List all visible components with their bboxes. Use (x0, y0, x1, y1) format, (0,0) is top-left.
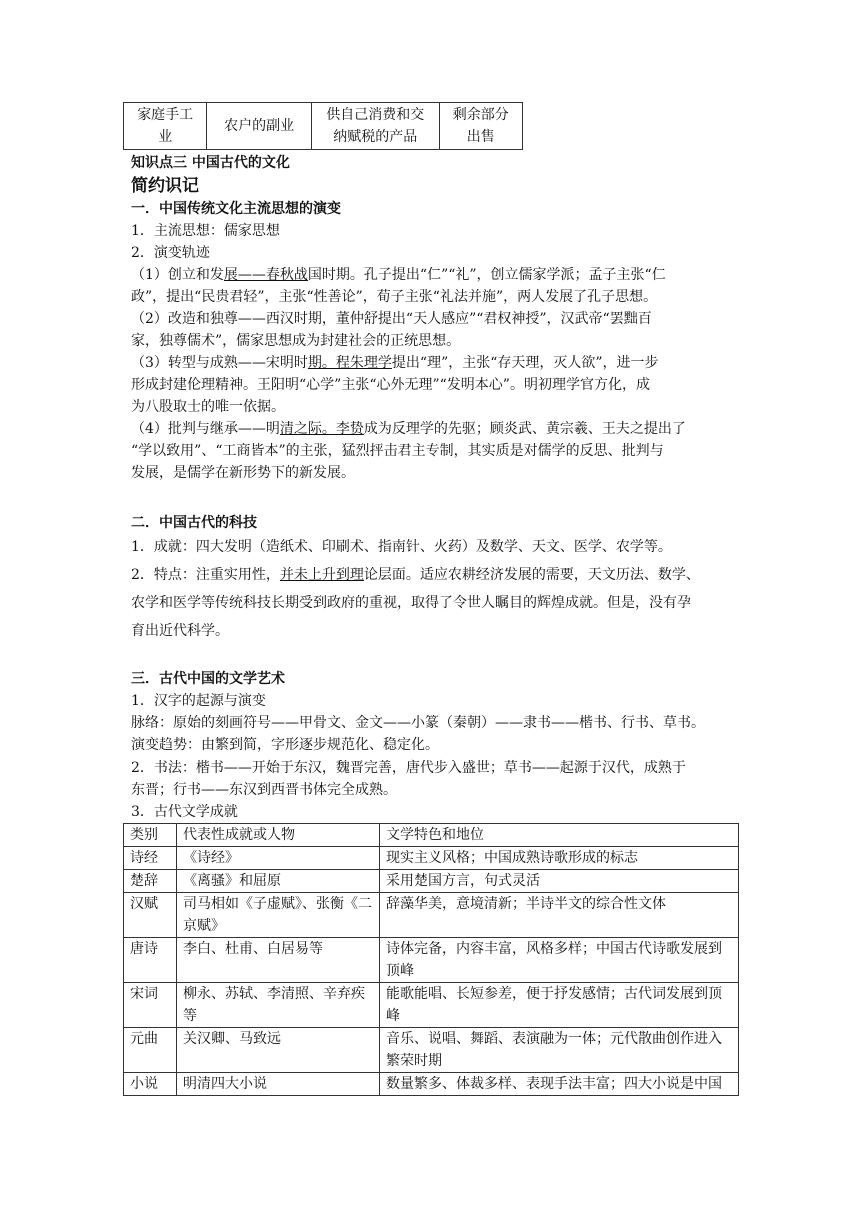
paragraph-line: 政”，提出“民贵君轻”，主张“性善论”，荀子主张“礼法并施”，两人发展了孔子思想。 (131, 289, 658, 305)
table-cell: 柳永、苏轼、李清照、辛弃疾 等 (177, 983, 380, 1028)
table-row (124, 1073, 739, 1096)
header-cell: 文学特色和地位 (380, 824, 739, 847)
table-cell: 剩余部分 出售 (439, 103, 522, 150)
paragraph-line: 农学和医学等传统科技长期受到政府的重视，取得了令世人瞩目的辉煌成就。但是，没有孕 (131, 595, 691, 611)
table-cell: 诗经 (124, 847, 177, 870)
paragraph-line: “学以致用”、“工商皆本”的主张，猛烈抨击君主专制，其实质是对儒学的反思、批判与 (131, 443, 664, 459)
paragraph-line: 3．古代文学成就 (131, 804, 238, 820)
paragraph-line: 1．汉字的起源与演变 (131, 693, 266, 709)
paragraph-line: 发展，是儒学在新形势下的新发展。 (131, 465, 355, 481)
table-header-row (124, 824, 739, 847)
paragraph-line: （2）改造和独尊——西汉时期，董仲舒提出“天人感应”“君权神授”，汉武帝“罢黜百 (131, 311, 652, 327)
table-row (124, 847, 739, 870)
table-cell: 楚辞 (124, 870, 177, 893)
part3-heading: 三．古代中国的文学艺术 (131, 671, 285, 687)
table-cell: 农户的副业 (207, 103, 312, 150)
table-cell: 供自己消费和交 纳赋税的产品 (311, 103, 439, 150)
table-cell: 《诗经》 (177, 847, 380, 870)
table-cell: 音乐、说唱、舞蹈、表演融为一体；元代散曲创作进入 繁荣时期 (380, 1028, 739, 1073)
part1-heading: 一．中国传统文化主流思想的演变 (131, 201, 341, 217)
table-cell: 采用楚国方言，句式灵活 (380, 870, 739, 893)
paragraph-line: 脉络：原始的刻画符号——甲骨文、金文——小篆（秦朝）——隶书——楷书、行书、草书。 (131, 715, 705, 731)
table-cell: 明清四大小说 (177, 1073, 380, 1096)
subtitle: 简约识记 (131, 176, 199, 196)
table-row (124, 893, 739, 938)
table-cell: 小说 (124, 1073, 177, 1096)
table-cell: 宋词 (124, 983, 177, 1028)
table-cell: 元曲 (124, 1028, 177, 1073)
section-title: 知识点三 中国古代的文化 (131, 155, 290, 171)
table-cell: 数量繁多、体裁多样、表现手法丰富；四大小说是中国 (380, 1073, 739, 1096)
literature-table (123, 823, 739, 1096)
paragraph-line: 2．书法：楷书——开始于东汉，魏晋完善，唐代步入盛世；草书——起源于汉代，成熟于 (131, 760, 686, 776)
paragraph-line: 家，独尊儒术”，儒家思想成为封建社会的正统思想。 (131, 333, 461, 349)
paragraph-line: （4）批判与继承——明清之际。李贽成为反理学的先驱；顾炎武、黄宗羲、王夫之提出了 (131, 421, 686, 437)
part2-heading: 二．中国古代的科技 (131, 515, 257, 531)
table-cell: 关汉卿、马致远 (177, 1028, 380, 1073)
table-row (124, 870, 739, 893)
table-cell: 唐诗 (124, 938, 177, 983)
handicraft-table (123, 102, 523, 150)
table-cell: 现实主义风格；中国成熟诗歌形成的标志 (380, 847, 739, 870)
header-cell: 代表性成就或人物 (177, 824, 380, 847)
table-cell: 司马相如《子虚赋》、张衡《二 京赋》 (177, 893, 380, 938)
header-cell: 类别 (124, 824, 177, 847)
table-cell: 《离骚》和屈原 (177, 870, 380, 893)
table-cell: 汉赋 (124, 893, 177, 938)
paragraph-line: 演变趋势：由繁到简，字形逐步规范化、稳定化。 (131, 737, 439, 753)
table-cell: 辞藻华美，意境清新；半诗半文的综合性文体 (380, 893, 739, 938)
table-cell: 李白、杜甫、白居易等 (177, 938, 380, 983)
table-row (124, 1028, 739, 1073)
table-cell: 诗体完备，内容丰富，风格多样；中国古代诗歌发展到 顶峰 (380, 938, 739, 983)
table-row (124, 938, 739, 983)
paragraph-line: 2．特点：注重实用性，并未上升到理论层面。适应农耕经济发展的需要，天文历法、数学、 (131, 567, 700, 583)
paragraph-line: 2．演变轨迹 (131, 245, 210, 261)
paragraph-line: 东晋；行书——东汉到西晋书体完全成熟。 (131, 782, 397, 798)
table-cell: 能歌能唱、长短参差，便于抒发感情；古代词发展到顶 峰 (380, 983, 739, 1028)
paragraph-line: 育出近代科学。 (131, 623, 229, 639)
table-row (124, 103, 523, 150)
paragraph-line: 为八股取士的唯一依据。 (131, 399, 285, 415)
table-cell: 家庭手工 业 (124, 103, 207, 150)
paragraph-line: 形成封建伦理精神。王阳明“心学”主张“心外无理”“发明本心”。明初理学官方化，成 (131, 377, 650, 393)
table-row (124, 983, 739, 1028)
paragraph-line: 1．主流思想：儒家思想 (131, 223, 280, 239)
paragraph-line: 1．成就：四大发明（造纸术、印刷术、指南针、火药）及数学、天文、医学、农学等。 (131, 539, 672, 555)
paragraph-line: （1）创立和发展——春秋战国时期。孔子提出“仁”“礼”，创立儒家学派；孟子主张“仁 (131, 267, 666, 283)
paragraph-line: （3）转型与成熟——宋明时期。程朱理学提出“理”，主张“存天理，灭人欲”，进一步 (131, 355, 659, 371)
